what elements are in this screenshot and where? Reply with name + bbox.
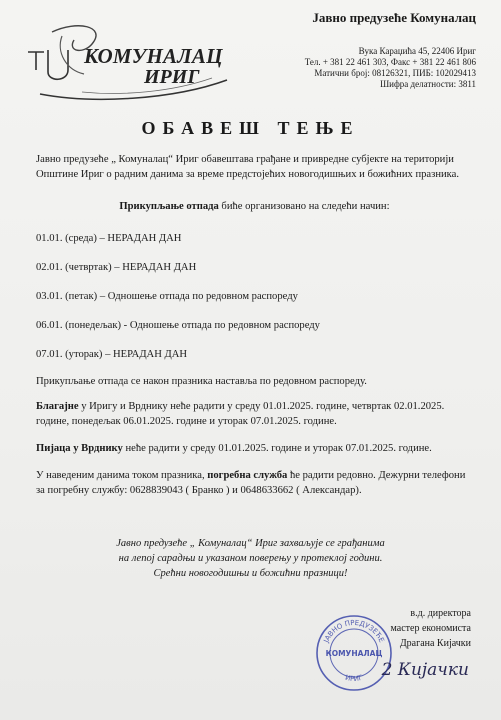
svg-text:ИРИГ <box>344 674 364 684</box>
document-body <box>36 152 473 498</box>
company-stamp <box>314 613 394 693</box>
signer-name: Драгана Кијачки <box>399 638 471 649</box>
document-title: ОБАВЕШ ТЕЊЕ <box>141 118 360 138</box>
funeral-rest: ће радити редовно. Дежурни телефони за погребну службу: 0628839043 ( Бранко ) и 0648633662 ( Александар). <box>36 470 466 496</box>
stamp-bottom-text: ИРИГ <box>344 673 364 684</box>
market-rest: неће радити у среду 01.01.2025. године и уторак 07.01.2025. године. <box>122 443 432 454</box>
schedule-item: 02.01. (четвртак) – НЕРАДАН ДАН <box>36 262 197 273</box>
stamp-seal-icon <box>314 613 394 693</box>
cashier-bold: Благајне <box>36 401 79 412</box>
company-phones: Тел. + 381 22 461 303, Факс + 381 22 461 806 <box>304 57 476 67</box>
market-bold: Пијаца у Врднику <box>36 443 123 454</box>
closing-line: Срећни новогодишњи и божићни празници! <box>153 568 348 579</box>
schedule-item: 01.01. (среда) – НЕРАДАН ДАН <box>36 233 182 244</box>
funeral-bold: погребна служба <box>207 470 288 481</box>
collection-bold: Прикупљање отпада <box>119 201 219 212</box>
handwritten-signature: 2 Кијачки <box>381 660 469 680</box>
stamp-center-text: КОМУНАЛАЦ <box>325 649 383 658</box>
after-holidays-paragraph: Прикупљање отпада се након празника наставља по редовном распореду. <box>36 376 367 387</box>
company-address: Вука Караџића 45, 22406 Ириг <box>358 46 476 56</box>
collection-heading <box>36 199 473 214</box>
funeral-paragraph <box>36 468 473 498</box>
cashier-paragraph <box>36 399 473 429</box>
logo-text-sub: ИРИГ <box>144 66 200 88</box>
funeral-pre: У наведеним данима током празника, <box>36 470 208 481</box>
schedule-item: 06.01. (понедељак) - Одношење отпада по редовном распореду <box>36 320 320 331</box>
closing-line: Јавно предузеће „ Комуналац“ Ириг захваљује се грађанима <box>116 538 385 549</box>
company-logo <box>22 22 232 102</box>
company-activity: Шифра делатности: 3811 <box>380 79 476 89</box>
logo-text-main: КОМУНАЛАЦ <box>84 44 223 68</box>
cashier-rest: у Иригу и Врднику неће радити у среду 01.01.2025. године, четвртак 02.01.2025. године, понедељак 06.01.2025. године и уторак 07.01.2025. године. <box>36 401 445 427</box>
closing-message <box>0 536 501 581</box>
intro-paragraph: Јавно предузеће „ Комуналац“ Ириг обавештава грађане и привредне субјекте на територији Општине Ириг о радним данима за време предстојећих новогодишњих и божићних празника. <box>36 154 459 180</box>
company-name: Јавно предузеће Комуналац <box>312 10 476 25</box>
collection-rest: биће организовано на следећи начин: <box>218 201 390 212</box>
market-paragraph <box>36 441 473 456</box>
schedule-item: 07.01. (уторак) – НЕРАДАН ДАН <box>36 349 188 360</box>
closing-line: на лепој сарадњи и указаном поверењу у протеклој години. <box>118 553 383 564</box>
signer-role: в.д. директора <box>410 608 471 619</box>
company-header <box>305 10 476 90</box>
signer-title: мастер економиста <box>390 623 471 634</box>
signature-block <box>391 606 471 651</box>
stamp-top-text: ЈАВНО ПРЕДУЗЕЋЕ <box>322 618 386 644</box>
schedule-item: 03.01. (петак) – Одношење отпада по редовном распореду <box>36 291 298 302</box>
company-ids: Матични број: 08126321, ПИБ: 102029413 <box>314 68 476 78</box>
